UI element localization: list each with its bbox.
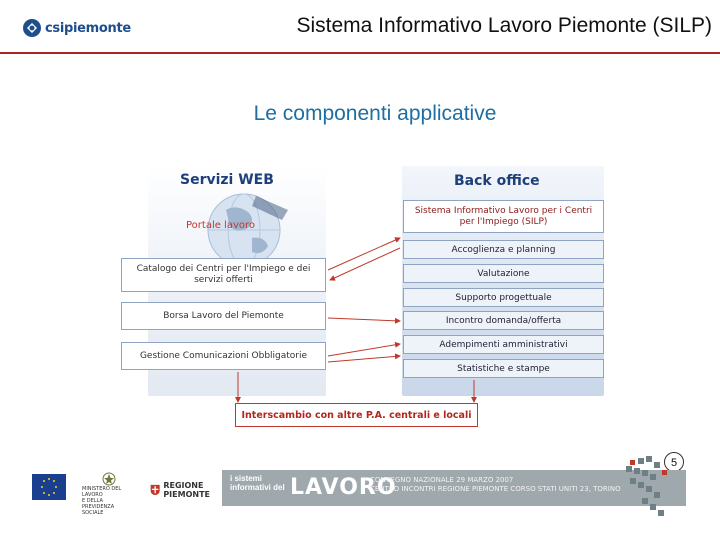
banner-right-line-1: CONVEGNO NAZIONALE 29 MARZO 2007 — [370, 476, 514, 484]
ministero-line-2: E DELLA PREVIDENZA SOCIALE — [82, 498, 115, 516]
regione-piemonte-logo — [150, 479, 210, 501]
ministero-line-1: MINISTERO DEL LAVORO — [82, 486, 122, 498]
supporto-progettuale-box: Supporto progettuale — [403, 288, 604, 307]
adempimenti-box: Adempimenti amministrativi — [403, 335, 604, 354]
banner-right-text — [370, 476, 621, 494]
statistiche-box: Statistiche e stampe — [403, 359, 604, 378]
valutazione-box: Valutazione — [403, 264, 604, 283]
eu-flag-icon — [32, 474, 66, 500]
servizi-web-title: Servizi WEB — [180, 172, 274, 188]
comunicazioni-obbligatorie-box: Gestione Comunicazioni Obbligatorie — [121, 342, 326, 370]
accoglienza-box: Accoglienza e planning — [403, 240, 604, 259]
slide-title: Le componenti applicative — [253, 102, 497, 125]
arrow-borsa-incontro — [328, 318, 400, 321]
arrow-catalogo-silp — [328, 238, 400, 270]
banner-small-text — [230, 474, 285, 492]
silp-box: Sistema Informativo Lavoro per i Centri per l'Impiego (SILP) — [403, 200, 604, 233]
emblem-icon — [102, 472, 116, 486]
ministero-logo — [82, 472, 134, 516]
header-title: Sistema Informativo Lavoro Piemonte (SILP) — [296, 14, 712, 37]
banner-right-line-2: CENTRO INCONTRI REGIONE PIEMONTE CORSO STATI UNITI 23, TORINO — [370, 485, 621, 493]
borsa-lavoro-box: Borsa Lavoro del Piemonte — [121, 302, 326, 330]
banner-small-line-1: i sistemi — [230, 474, 263, 483]
banner-lavoro-text: LAVORO — [290, 475, 397, 500]
piemonte-pixel-map-icon — [616, 452, 686, 522]
incontro-domanda-offerta-box: Incontro domanda/offerta — [403, 311, 604, 330]
regione-shield-icon — [150, 481, 160, 499]
back-office-title: Back office — [454, 173, 540, 189]
arrow-comunicazioni-adempimenti — [328, 344, 400, 356]
regione-line-2: PIEMONTE — [163, 490, 210, 499]
interscambio-box: Interscambio con altre P.A. centrali e locali — [235, 403, 478, 427]
portale-lavoro-label: Portale lavoro — [186, 220, 256, 231]
catalogo-box: Catalogo dei Centri per l'Impiego e dei servizi offerti — [121, 258, 326, 292]
banner-small-line-2: informativi del — [230, 483, 285, 492]
logo-text: csipiemonte — [45, 20, 131, 36]
arrow-comunicazioni-lower — [328, 356, 400, 362]
regione-line-1: REGIONE — [163, 481, 204, 490]
page-number: 5 — [664, 452, 684, 472]
